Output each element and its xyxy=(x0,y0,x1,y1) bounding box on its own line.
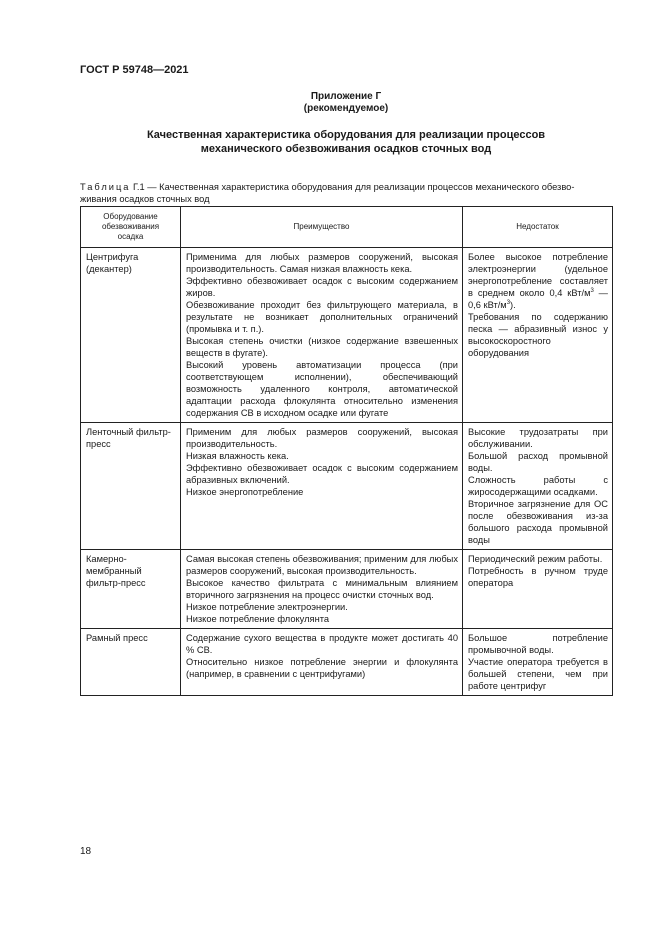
disadvantage-item: Требования по содержанию песка — абразивный износ у высокоскоростного оборудования xyxy=(468,312,608,358)
advantage-item: Самая высокая степень обезвоживания; применим для любых размеров сооружений, высокая производительность. xyxy=(186,554,458,576)
advantage-item: Низкая влажность кека. xyxy=(186,451,289,461)
table-row xyxy=(81,550,613,629)
advantage-item: Эффективно обезвоживает осадок с высоким содержанием абразивных включений. xyxy=(186,463,458,485)
table-caption-text-cont: живания осадков сточных вод xyxy=(80,194,210,204)
header-equipment-line1: Оборудование xyxy=(103,212,158,221)
disadvantage-item: Потребность в ручном труде оператора xyxy=(468,566,608,588)
table-row xyxy=(81,248,613,423)
superscript: 3 xyxy=(590,288,594,294)
advantage-item: Содержание сухого вещества в продукте может достигать 40 % СВ. xyxy=(186,633,458,655)
annex-status: (рекомендуемое) xyxy=(303,103,389,114)
advantage-item: Относительно низкое потребление энергии и флокулянта (например, в сравнении с центрифугами) xyxy=(186,657,458,679)
table-row xyxy=(81,423,613,550)
disadvantages-cell xyxy=(463,248,613,423)
equipment-table xyxy=(80,206,613,696)
disadvantage-item: Периодический режим работы. xyxy=(468,554,603,564)
page-number: 18 xyxy=(80,846,92,857)
standard-code: ГОСТ Р 59748—2021 xyxy=(80,64,189,76)
advantage-item: Применим для любых размеров сооружений, высокая производительность. xyxy=(186,427,458,449)
disadvantages-cell xyxy=(463,423,613,550)
advantage-item: Применима для любых размеров сооружений, высокая производительность. Самая низкая влажность кека. xyxy=(186,252,458,274)
disadvantage-item: Вторичное загрязнение для ОС после обезвоживания из-за большого расхода промывной воды xyxy=(468,499,608,545)
advantage-item: Эффективно обезвоживает осадок с высоким содержанием жиров. xyxy=(186,276,458,298)
disadvantage-item: Сложность работы с жиросодержащими осадками. xyxy=(468,475,608,497)
advantage-item: Обезвоживание проходит без фильтрующего материала, в результате не возникает дополнительных ограничений (промывка и т. п.). xyxy=(186,300,458,334)
annex-heading-line2: механического обезвоживания осадков сточных вод xyxy=(200,143,492,155)
table-header-row xyxy=(81,207,613,248)
energy-text: Более высокое потребление электроэнергии (удельное энергопотребление составляет в среднем около 0,4 кВт/м xyxy=(468,252,608,298)
disadvantages-cell xyxy=(463,550,613,629)
disadvantages-cell xyxy=(463,629,613,696)
disadvantage-item: Высокие трудозатраты при обслуживании. xyxy=(468,427,608,449)
advantage-item: Низкое энергопотребление xyxy=(186,487,304,497)
header-disadvantages: Недостаток xyxy=(463,207,613,248)
equipment-cell: Камерно-мембранный фильтр-пресс xyxy=(81,550,181,629)
advantage-item: Высокий уровень автоматизации процесса (при соответствующем исполнении), обеспечивающий возможность удаленного контроля, автоматической адаптации расхода флокулянта относительно изменения содержания СВ в исходном осадке или фугате xyxy=(186,360,458,418)
header-equipment-line2: обезвоживания xyxy=(101,222,160,231)
header-advantages: Преимущество xyxy=(181,207,463,248)
annex-heading xyxy=(80,128,612,156)
advantages-cell xyxy=(181,248,463,423)
advantages-cell xyxy=(181,629,463,696)
advantage-item: Высокая степень очистки (низкое содержание взвешенных веществ в фугате). xyxy=(186,336,458,358)
annex-title: Приложение Г xyxy=(310,91,382,102)
disadvantage-item: Большой расход промывной воды. xyxy=(468,451,608,473)
table-row xyxy=(81,629,613,696)
advantage-item: Высокое качество фильтрата с минимальным влиянием вторичного загрязнения на процесс очистки сточных вод. xyxy=(186,578,458,600)
table-caption-text: Г.1 — Качественная характеристика оборудования для реализации процессов механического обезво- xyxy=(130,182,575,192)
energy-mid: — 0,6 кВт/м xyxy=(468,288,608,310)
advantages-cell xyxy=(181,550,463,629)
table-caption xyxy=(80,181,612,205)
header-equipment-line3: осадка xyxy=(117,232,144,241)
superscript: 3 xyxy=(506,300,511,306)
energy-end: ). xyxy=(510,300,516,310)
annex-heading-line1: Качественная характеристика оборудования для реализации процессов xyxy=(146,129,546,141)
advantage-item: Низкое потребление флокулянта xyxy=(186,614,330,624)
equipment-cell: Ленточный фильтр-пресс xyxy=(81,423,181,550)
disadvantage-item xyxy=(468,251,608,311)
equipment-cell: Центрифуга (декантер) xyxy=(81,248,181,423)
equipment-cell: Рамный пресс xyxy=(81,629,181,696)
header-equipment xyxy=(81,207,181,248)
disadvantage-item: Большое потребление промывочной воды. xyxy=(468,633,608,655)
advantages-cell xyxy=(181,423,463,550)
advantage-item: Низкое потребление электроэнергии. xyxy=(186,602,348,612)
table-caption-label: Таблица xyxy=(80,182,131,192)
disadvantage-item: Участие оператора требуется в большей степени, чем при работе центрифуг xyxy=(468,657,608,691)
